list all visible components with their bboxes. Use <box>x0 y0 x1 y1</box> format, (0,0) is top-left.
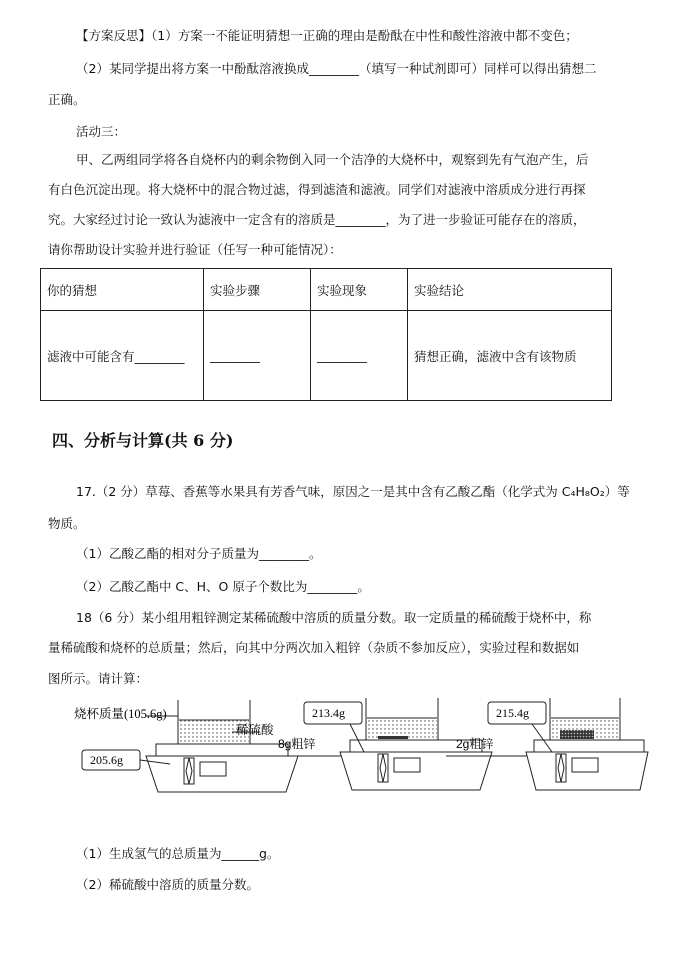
arrow-1-label: 8g粗锌 <box>278 737 316 751</box>
reflection-line-1: 【方案反思】（1）方案一不能证明猜想一正确的理由是酚酞在中性和酸性溶液中都不变色； <box>76 28 578 43</box>
header-steps: 实验步骤 <box>204 269 311 311</box>
scale-display <box>394 758 420 772</box>
header-guess: 你的猜想 <box>41 269 204 311</box>
scale-display <box>572 758 598 772</box>
reflection-line-3: 正确。 <box>48 92 86 107</box>
q17-line-1: 17.（2 分）草莓、香蕉等水果具有芳香气味，原因之一是其中含有乙酸乙酯（化学式为 C₄H₈O₂）等 <box>76 484 630 499</box>
q17-part-1: （1）乙酸乙酯的相对分子质量为________。 <box>76 546 322 561</box>
reading-1: 205.6g <box>90 753 123 767</box>
table-row <box>41 311 612 401</box>
reading-3: 215.4g <box>496 706 529 720</box>
table-header-row <box>41 269 612 311</box>
activity3-paragraph-3: 究。大家经过讨论一致认为滤液中一定含有的溶质是________，为了进一步验证可能存在的溶质， <box>48 212 586 227</box>
activity3-paragraph-4: 请你帮助设计实验并进行验证（任写一种可能情况）： <box>48 242 342 257</box>
section-heading: 四、分析与计算(共 6 分) <box>52 431 234 450</box>
activity3-paragraph-1: 甲、乙两组同学将各自烧杯内的剩余物倒入同一个洁净的大烧杯中，观察到先有气泡产生，后 <box>76 152 589 167</box>
q17-part-2: （2）乙酸乙酯中 C、H、O 原子个数比为________。 <box>76 579 370 594</box>
cell-steps: ________ <box>204 311 311 401</box>
experiment-table <box>40 268 612 401</box>
cell-conclusion: 猜想正确，滤液中含有该物质 <box>408 311 612 401</box>
q18-part-2: （2）稀硫酸中溶质的质量分数。 <box>76 877 259 892</box>
cell-phenomenon: ________ <box>311 311 408 401</box>
reading-2: 213.4g <box>312 706 345 720</box>
scale-display <box>200 762 226 776</box>
dilute-acid-label: 稀硫酸 <box>236 723 274 737</box>
reflection-line-2: （2）某同学提出将方案一中酚酞溶液换成________（填写一种试剂即可）同样可以得出猜想二 <box>76 61 597 76</box>
activity3-title: 活动三： <box>76 124 127 139</box>
q18-line-3: 图所示。请计算： <box>48 671 149 686</box>
q18-line-1: 18（6 分）某小组用粗锌测定某稀硫酸中溶质的质量分数。取一定质量的稀硫酸于烧杯中，称 <box>76 610 592 625</box>
activity3-paragraph-2: 有白色沉淀出现。将大烧杯中的混合物过滤，得到滤渣和滤液。同学们对滤液中溶质成分进行再探 <box>48 182 586 197</box>
beaker-mass-label: 烧杯质量(105.6g) <box>74 707 167 721</box>
header-conclusion: 实验结论 <box>408 269 612 311</box>
q18-part-1: （1）生成氢气的总质量为______g。 <box>76 846 280 861</box>
arrow-2-label: 2g粗锌 <box>456 737 494 751</box>
q17-line-2: 物质。 <box>48 516 86 531</box>
q18-line-2: 量稀硫酸和烧杯的总质量；然后，向其中分两次加入粗锌（杂质不参加反应），实验过程和数据如 <box>48 640 580 655</box>
header-phenomenon: 实验现象 <box>311 269 408 311</box>
cell-guess: 滤液中可能含有________ <box>41 311 204 401</box>
experiment-figure <box>60 696 650 806</box>
